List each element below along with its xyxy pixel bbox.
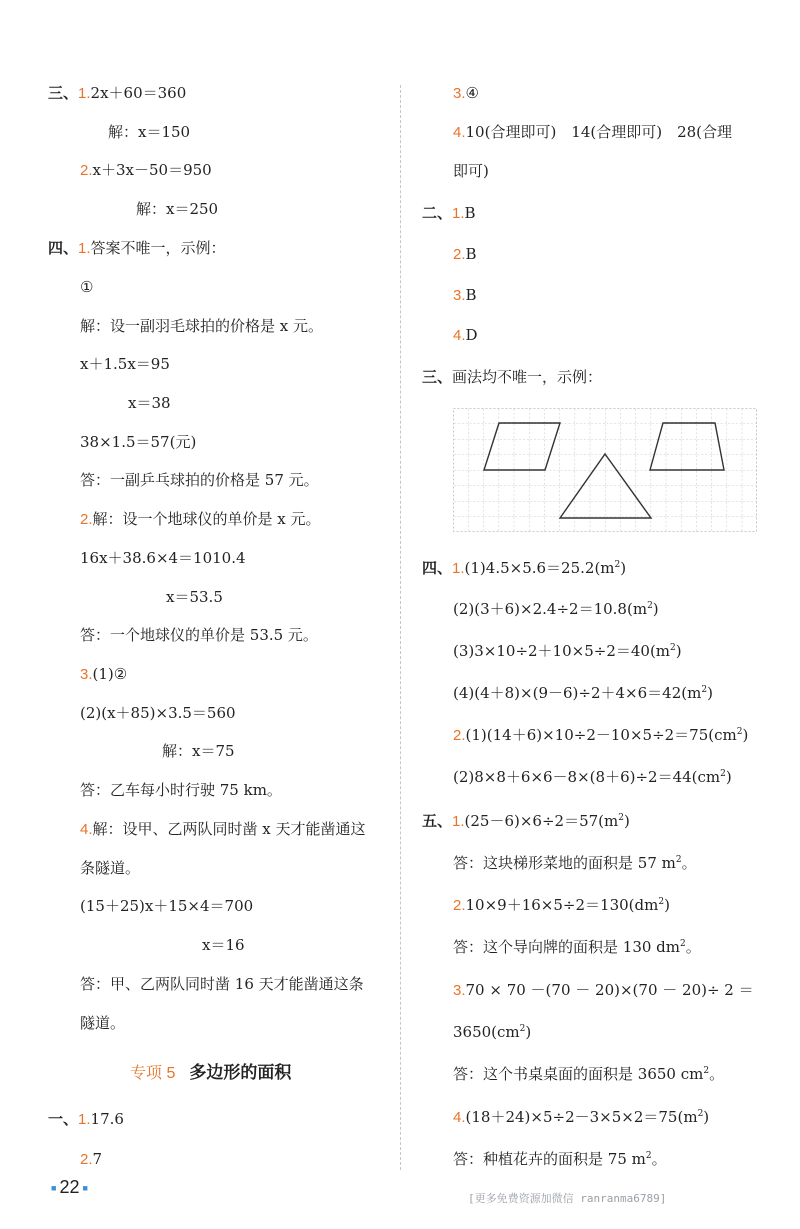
page-number: ■ 22 ■ — [51, 1177, 88, 1197]
left-s4-q4-answer: 答：甲、乙两队同时凿 16 天才能凿通这条 — [80, 975, 364, 993]
right-s5-q3-answer: 答：这个书桌桌面的面积是 3650 $cm^2$。 — [453, 1065, 725, 1083]
right-s5-q3-cont: $3650(cm^2)$ — [453, 1023, 532, 1041]
right-s3-heading: 三、画法均不唯一，示例： — [422, 368, 603, 386]
right-s5-q2-answer: 答：这个导向牌的面积是 130 $dm^2$。 — [453, 938, 701, 956]
right-s5-q2: $2.10\times 9+16\times 5\div 2=130(dm^2)$ — [453, 896, 670, 914]
left-s4-q1-circle: ① — [80, 278, 94, 296]
right-s5-q1: 五、$1.(25-6)\times 6\div 2=57(m^2)$ — [422, 812, 630, 830]
left-s4-q1-equation: x＋1.5x＝95 — [80, 355, 170, 373]
bullet-icon: ■ — [51, 1183, 57, 1194]
right-s2-q3: 3.B — [453, 286, 477, 304]
left-s4-q3-answer: 答：乙车每小时行驶 75 km。 — [80, 781, 282, 799]
left-s4-q1: 四、1.答案不唯一，示例： — [48, 239, 226, 257]
bullet-icon: ■ — [82, 1183, 88, 1194]
right-s4-q1b: $(2)(3+6)\times 2.4\div 2=10.8(m^2)$ — [453, 600, 659, 618]
left-s4-q2-equation: 16x＋38.6×4＝1010.4 — [80, 549, 246, 567]
left-s4-q3-part1: 3.(1)② — [80, 665, 128, 683]
left-s4-q3-solution: 解：x＝75 — [162, 742, 235, 760]
right-s5-q1-answer: 答：这块梯形菜地的面积是 57 $m^2$。 — [453, 854, 697, 872]
left-s4-q4-solution: x＝16 — [202, 936, 245, 954]
left-s4-q1-let: 解：设一副羽毛球拍的价格是 x 元。 — [80, 317, 323, 335]
left-s1-q2: 2.7 — [80, 1150, 103, 1168]
left-s4-q1-answer: 答：一副乒乓球拍的价格是 57 元。 — [80, 471, 319, 489]
right-s4-q1a: 四、$1.(1)4.5\times 5.6=25.2(m^2)$ — [422, 559, 627, 577]
section-heading: 多边形的面积 — [189, 1063, 292, 1082]
left-s3-q2: 2.x＋3x－50＝950 — [80, 161, 212, 179]
left-s4-q2-let: 2.解：设一个地球仪的单价是 x 元。 — [80, 510, 321, 528]
left-s4-q1-calc: 38×1.5＝57(元) — [80, 433, 197, 451]
left-s3-q1-solution: 解：x＝150 — [108, 123, 191, 141]
left-s4-q2-solution: x＝53.5 — [166, 588, 223, 606]
left-s4-q4-answer-cont: 隧道。 — [80, 1014, 126, 1032]
right-s5-q4-answer: 答：种植花卉的面积是 75 $m^2$。 — [453, 1150, 667, 1168]
section-tag: 专项 5 — [130, 1065, 176, 1082]
left-s4-q2-answer: 答：一个地球仪的单价是 53.5 元。 — [80, 626, 318, 644]
right-s4-q2b: $(2)8\times 8+6\times 6-8\times(8+6)\div 2=44(cm^2)$ — [453, 768, 732, 786]
left-s4-q4-equation: (15＋25)x＋15×4＝700 — [80, 897, 254, 915]
left-s3-q1: 三、1.2x＋60＝360 — [48, 84, 187, 102]
left-s1-q1: 一、1.17.6 — [48, 1110, 124, 1128]
right-s4-q2a: $2.(1)(14+6)\times 10\div 2-10\times 5\div 2=75(cm^2)$ — [453, 726, 749, 744]
left-s4-q3-part2: (2)(x＋85)×3.5＝560 — [80, 704, 236, 722]
left-s4-q4-let-cont: 条隧道。 — [80, 859, 141, 877]
right-s2-q4: 4.D — [453, 326, 478, 344]
right-s4-q1c: $(3)3\times 10\div 2+10\times 5\div 2=40(m^2)$ — [453, 642, 682, 660]
right-s4-q1d: $(4)(4+8)\times(9-6)\div 2+4\times 6=42(m^2)$ — [453, 684, 713, 702]
footer-note: [更多免费资源加微信 ranranma6789] — [468, 1192, 667, 1205]
left-s4-q4-let: 4.解：设甲、乙两队同时凿 x 天才能凿通这 — [80, 820, 366, 838]
right-s5-q4: $4.(18+24)\times 5\div 2-3\times 5\times 2=75(m^2)$ — [453, 1108, 710, 1126]
grid-drawing-figure — [453, 408, 757, 532]
right-s2-q2: 2.B — [453, 245, 477, 263]
right-s1-q4-cont: 即可) — [453, 162, 489, 180]
left-s3-q2-solution: 解：x＝250 — [136, 200, 219, 218]
right-s1-q4: 4.10(合理即可) 14(合理即可) 28(合理 — [453, 123, 733, 141]
right-s2-q1: 二、1.B — [422, 204, 476, 222]
right-s1-q3: 3.④ — [453, 84, 479, 102]
column-divider — [400, 85, 401, 1170]
left-s4-q1-solution: x＝38 — [128, 394, 171, 412]
right-s5-q3: 3.70 × 70 －(70 － 20)×(70 － 20)÷ 2 ＝ — [453, 981, 754, 999]
section-title — [130, 1060, 291, 1086]
